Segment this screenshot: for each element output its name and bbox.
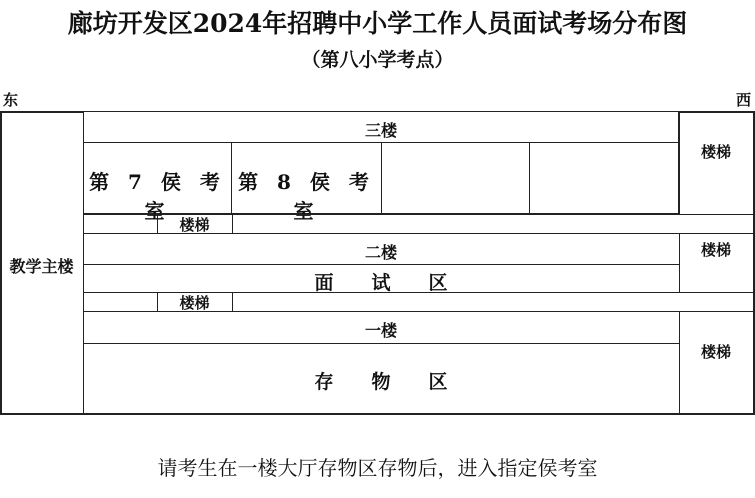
- floor1-label: 一楼: [364, 321, 397, 340]
- main-building-label: 教学主楼: [9, 257, 74, 276]
- floor2-stair-label: 楼梯: [700, 241, 731, 259]
- direction-west: 西: [735, 91, 751, 109]
- instruction-note: 请考生在一楼大厅存物区存物后，进入指定侯考室: [157, 456, 598, 480]
- page-title: 廊坊开发区2024年招聘中小学工作人员面试考场分布图: [67, 9, 688, 38]
- interview-zone: 面 试 区: [314, 272, 448, 294]
- floor3-label: 三楼: [364, 121, 397, 140]
- page-subtitle: （第八小学考点）: [301, 49, 454, 71]
- storage-zone: 存 物 区: [314, 371, 448, 393]
- connector-stair-upper: 楼梯: [179, 216, 210, 234]
- waiting-room-7: 第 7 侯 考 室: [89, 170, 226, 223]
- waiting-room-8: 第 8 侯 考 室: [238, 170, 375, 223]
- connector-stair-lower: 楼梯: [179, 294, 210, 312]
- floor1-stair-label: 楼梯: [700, 343, 731, 361]
- floor3-stair-label: 楼梯: [700, 143, 731, 161]
- floor2-label: 二楼: [364, 243, 397, 262]
- direction-east: 东: [3, 91, 19, 109]
